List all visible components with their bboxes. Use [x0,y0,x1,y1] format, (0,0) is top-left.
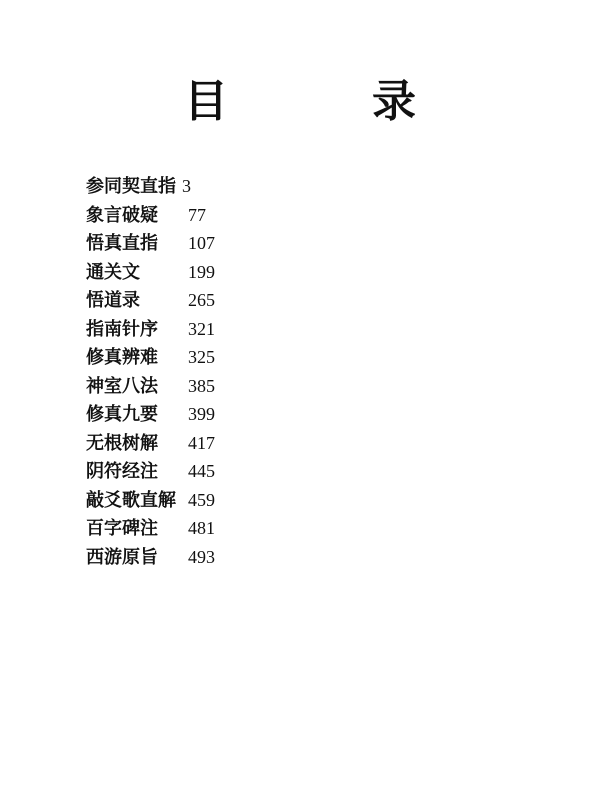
toc-entry [86,315,215,344]
toc-entry-title: 阴符经注 [86,461,158,482]
toc-entry [86,514,215,543]
toc-entry-title: 敲爻歌直解 [86,489,176,511]
toc-entry-title: 指南针序 [86,318,158,340]
toc-entry [86,543,215,572]
toc-entry-page: 493 [188,546,215,567]
toc-entry-title: 悟真直指 [86,233,158,254]
toc-entry [86,372,215,401]
toc-entry-title: 象言破疑 [86,204,158,226]
toc-entry-title: 无根树解 [86,432,158,454]
page-title: 目 录 [184,76,466,127]
toc-entry-page: 399 [188,404,215,424]
toc-entry-page: 107 [188,233,215,253]
toc-entry-title: 神室八法 [86,375,158,397]
toc-entry-title: 百字碑注 [86,518,158,539]
toc-entry-page: 325 [188,347,215,367]
toc-entry-page: 199 [188,261,215,282]
toc-entry-page: 459 [188,489,215,510]
toc-entry [86,286,215,315]
toc-entry-page: 265 [188,290,215,310]
toc-entry [86,400,215,429]
toc-entry-title: 悟道录 [86,290,140,311]
toc-entry-title: 西游原旨 [86,546,158,568]
toc-entry [86,258,215,287]
toc-entry [86,343,215,372]
table-of-contents [86,172,215,571]
toc-entry-page: 385 [188,375,215,396]
toc-entry [86,429,215,458]
toc-entry-title: 修真九要 [86,404,158,425]
toc-entry [86,172,215,201]
toc-entry [86,486,215,515]
toc-entry [86,229,215,258]
toc-entry-page: 77 [188,204,206,225]
toc-entry-page: 481 [188,518,215,538]
toc-entry-title: 通关文 [86,261,140,283]
toc-entry-page: 3 [182,176,191,196]
toc-entry-page: 321 [188,318,215,339]
toc-entry-title: 修真辨难 [86,347,158,368]
toc-entry-page: 445 [188,461,215,481]
toc-entry-title: 参同契直指 [86,176,176,197]
toc-entry-page: 417 [188,432,215,453]
toc-entry [86,201,215,230]
toc-entry [86,457,215,486]
